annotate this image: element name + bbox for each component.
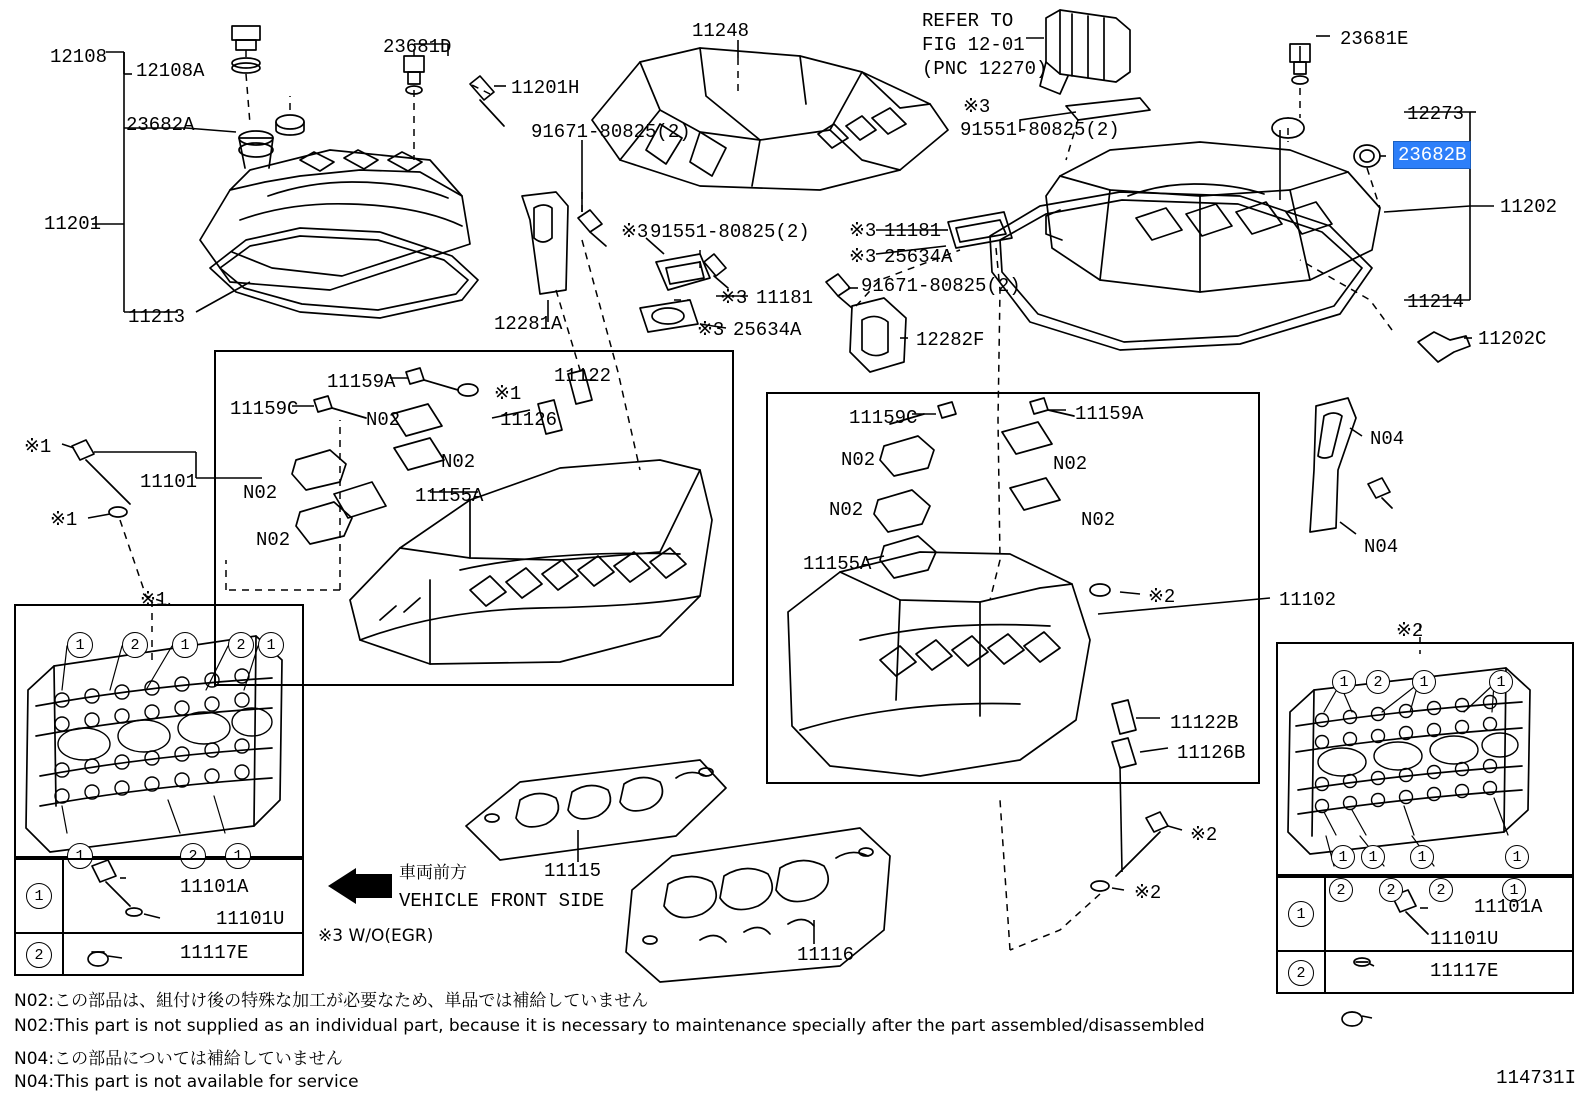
right-bolt-circle-1: 2	[1366, 670, 1390, 694]
legend-left-label-11101A: 11101A	[180, 876, 249, 898]
part-label-12281A: 12281A	[494, 313, 563, 335]
legend-right-label-11101U: 11101U	[1430, 928, 1499, 950]
part-label-9155180825b: 91551-80825(2)	[650, 221, 810, 243]
part-label-11201: 11201	[44, 213, 102, 235]
footer-note-n04-jp: N04:この部品については補給していません	[14, 1049, 343, 1069]
part-label-11126B: 11126B	[1177, 742, 1246, 764]
part-label-note3f: ※3	[697, 319, 725, 341]
right-bolt-circle-3: 1	[1489, 670, 1513, 694]
right-bolt-circle-2: 1	[1412, 670, 1436, 694]
part-label-25634Ab: 25634A	[733, 319, 802, 341]
part-label-11126: 11126	[500, 409, 558, 431]
left-bolt-circle-1: 2	[122, 632, 148, 658]
part-label-12108: 12108	[50, 46, 108, 68]
left-bolt-circle-6: 2	[180, 843, 206, 869]
part-label-note2d: ※2	[1134, 882, 1162, 904]
right-bolt-circle-6: 1	[1410, 845, 1434, 869]
left-bolt-circle-4: 1	[258, 632, 284, 658]
part-label-note2c: ※2	[1190, 824, 1218, 846]
legend-right-num-1: 1	[1278, 878, 1326, 950]
part-label-N04a: N04	[1370, 428, 1405, 450]
part-label-note2b: ※2	[1396, 620, 1424, 642]
part-label-11159C2: 11159C	[849, 407, 918, 429]
legend-table-left	[14, 858, 304, 976]
part-label-25634Aa: 25634A	[884, 246, 953, 268]
part-label-11159C1: 11159C	[230, 398, 299, 420]
part-label-referto: REFER TO	[922, 10, 1014, 32]
right-bolt-circle-5: 1	[1361, 845, 1385, 869]
part-label-vfs_en: VEHICLE FRONT SIDE	[399, 890, 605, 912]
part-label-11115: 11115	[544, 860, 602, 882]
part-label-11101: 11101	[140, 471, 198, 493]
right-bolt-circle-8: 2	[1329, 878, 1353, 902]
right-bolt-circle-4: 1	[1331, 845, 1355, 869]
part-label-N02g: N02	[829, 499, 864, 521]
part-label-9167180825b: 91671-80825(2)	[861, 275, 1021, 297]
part-label-23682A: 23682A	[126, 114, 195, 136]
footer-note-n02-jp: N02:この部品は、組付け後の特殊な加工が必要なため、単品では補給していません	[14, 991, 649, 1011]
part-label-11122: 11122	[554, 365, 612, 387]
legend-table-right	[1276, 876, 1574, 994]
legend-left-label-11101U: 11101U	[216, 908, 285, 930]
part-label-note3e: ※3	[720, 287, 748, 309]
part-label-23681D: 23681D	[383, 36, 452, 58]
part-label-11181a: 11181	[884, 220, 942, 242]
part-label-note3b: ※3	[621, 221, 649, 243]
vehicle-front-arrow-icon	[326, 868, 394, 904]
part-label-11213: 11213	[128, 306, 186, 328]
footer-note-n04-en: N04:This part is not available for service	[14, 1072, 359, 1092]
part-label-11155A2: 11155A	[803, 553, 872, 575]
footer-note-n02-en: N02:This part is not supplied as an individual part, because it is necessary to maintenance specially after the part assembled/disassembled	[14, 1016, 1205, 1036]
part-label-11122B: 11122B	[1170, 712, 1239, 734]
part-label-N02f: N02	[1053, 453, 1088, 475]
part-label-N02c: N02	[243, 482, 278, 504]
highlighted-part-number[interactable]: 23682B	[1393, 141, 1471, 169]
part-label-N02h: N02	[1081, 509, 1116, 531]
right-bolt-circle-7: 1	[1505, 845, 1529, 869]
part-label-note3c: ※3	[849, 220, 877, 242]
part-label-11181b: 11181	[756, 287, 814, 309]
part-label-vfs_jp: 車両前方	[399, 863, 467, 883]
part-label-11248: 11248	[692, 20, 750, 42]
figure-id: 114731I	[1496, 1067, 1576, 1089]
part-label-11214: 11214	[1407, 291, 1465, 313]
part-label-11202: 11202	[1500, 196, 1558, 218]
part-label-11201H: 11201H	[511, 77, 580, 99]
part-label-note3d: ※3	[849, 246, 877, 268]
part-label-11159A2: 11159A	[1075, 403, 1144, 425]
left-bolt-circle-3: 2	[228, 632, 254, 658]
part-label-9167180825a: 91671-80825(2)	[531, 121, 691, 143]
part-label-note2a: ※2	[1148, 586, 1176, 608]
left-bolt-circle-5: 1	[67, 843, 93, 869]
left-bolt-circle-2: 1	[172, 632, 198, 658]
legend-left-num-2: 2	[16, 934, 64, 976]
part-label-pnc12270: (PNC 12270)	[922, 58, 1048, 80]
part-label-11202C: 11202C	[1478, 328, 1547, 350]
part-label-11116: 11116	[797, 944, 855, 966]
right-bolt-circle-9: 2	[1379, 878, 1403, 902]
part-label-N02e: N02	[841, 449, 876, 471]
left-bolt-circle-0: 1	[67, 632, 93, 658]
part-label-11159A1: 11159A	[327, 371, 396, 393]
right-bolt-circle-0: 1	[1332, 670, 1356, 694]
legend-right-num-2: 2	[1278, 952, 1326, 994]
right-bolt-circle-10: 2	[1429, 878, 1453, 902]
part-label-9155180825a: 91551-80825(2)	[960, 119, 1120, 141]
part-label-note3a: ※3	[963, 96, 991, 118]
part-label-N02d: N02	[256, 529, 291, 551]
left-bolt-circle-7: 1	[225, 843, 251, 869]
part-label-11155A1: 11155A	[415, 485, 484, 507]
part-label-23682B	[1393, 146, 1471, 165]
legend-right-label-11117E: 11117E	[1430, 960, 1499, 982]
part-label-fig1201: FIG 12-01	[922, 34, 1025, 56]
part-label-12108A: 12108A	[136, 60, 205, 82]
legend-left-num-1: 1	[16, 860, 64, 932]
part-label-23681E: 23681E	[1340, 28, 1409, 50]
right-bolt-circle-11: 1	[1502, 878, 1526, 902]
part-label-N02b: N02	[441, 451, 476, 473]
part-label-12282F: 12282F	[916, 329, 985, 351]
legend-left-label-11117E: 11117E	[180, 942, 249, 964]
part-label-note1c: ※1	[50, 509, 78, 531]
legend-right-label-11101A: 11101A	[1474, 896, 1543, 918]
part-label-N02a: N02	[366, 409, 401, 431]
part-label-N04b: N04	[1364, 536, 1399, 558]
part-label-note1b: ※1	[24, 436, 52, 458]
part-label-note3g: ※3 W/O(EGR)	[318, 926, 434, 946]
part-label-note1d: ※1	[140, 589, 168, 611]
part-label-11102: 11102	[1279, 589, 1337, 611]
part-label-note1a: ※1	[494, 383, 522, 405]
part-label-12273: 12273	[1407, 103, 1465, 125]
